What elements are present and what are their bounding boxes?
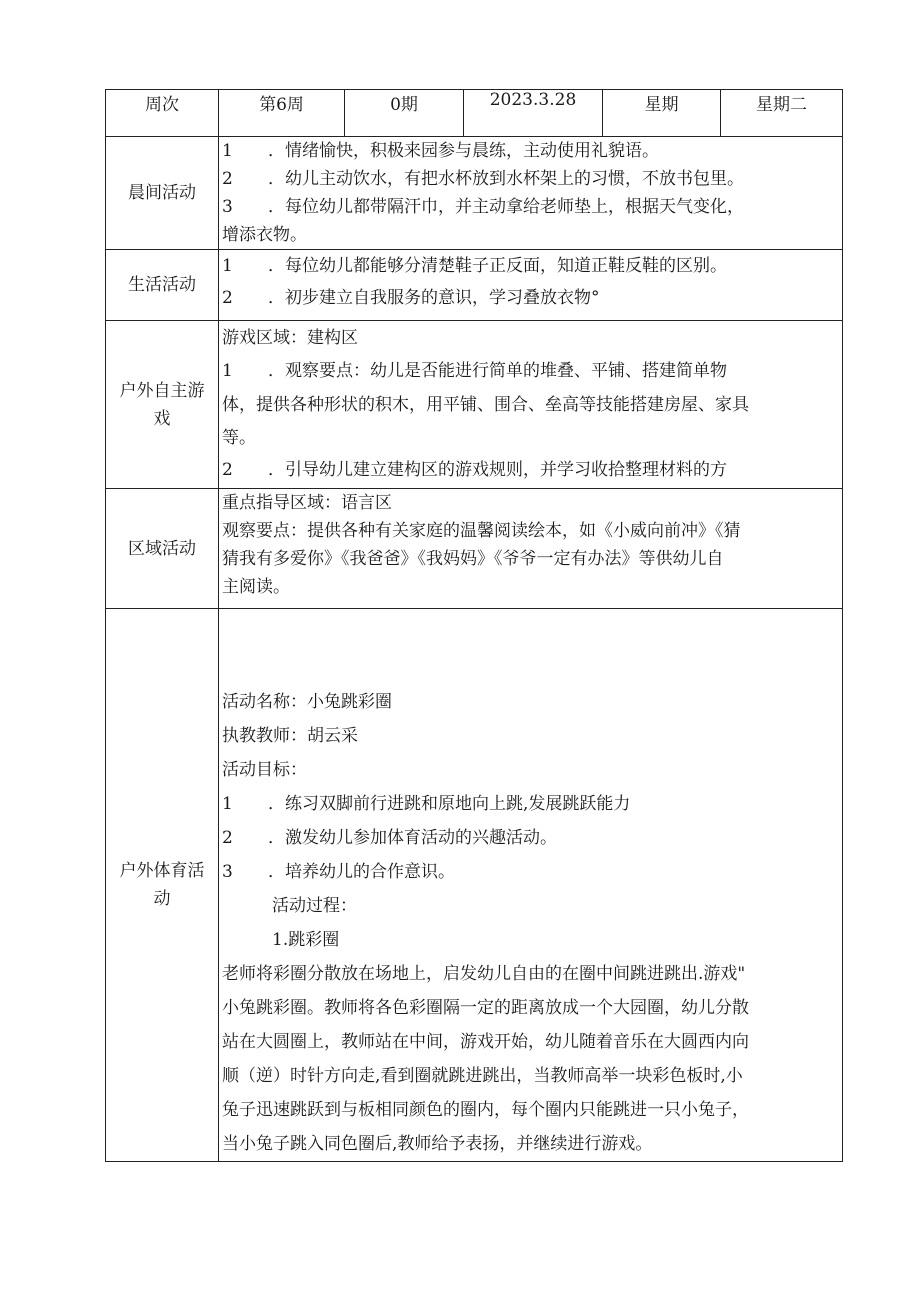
header-row [106,90,843,137]
pe-body-line-2: 小兔跳彩圈。教师将各色彩圈隔一定的距离放成一个大园圈，幼儿分散 [222,998,749,1018]
pe-goal-title: 活动目标： [222,760,307,780]
pe-body-line-6: 当小兔子跳入同色圈后,教师给予表扬，并继续进行游戏。 [222,1134,653,1154]
weekly-plan-table [105,89,843,1162]
weekday-label: 星期 [603,90,721,137]
outdoor-free-item-1-cont2: 等。 [222,428,256,448]
morning-item-3: 3 ．每位幼儿都带隔汗巾，并主动拿给老师垫上，根据天气变化， [222,197,744,217]
pe-label: 户外体育活 动 [106,609,219,1162]
pe-body-line-1: 老师将彩圈分散放在场地上，启发幼儿自由的在圈中间跳进跳出.游戏" [222,964,746,984]
outdoor-free-row [106,321,843,489]
area-activity-line-2: 观察要点：提供各种有关家庭的温馨阅读绘本，如《小威向前冲》《猜 [222,521,741,541]
morning-row [106,137,843,250]
weekday-value: 星期二 [721,90,843,137]
morning-item-2: 2 ．幼儿主动饮水，有把水杯放到水杯架上的习惯，不放书包里。 [222,169,744,189]
area-activity-line-4: 主阅读。 [222,577,290,597]
pe-body-line-4: 顺（逆）时针方向走,看到圈就跳进跳出，当教师高举一块彩色板时,小 [222,1066,743,1086]
outdoor-free-content [219,321,843,489]
outdoor-free-label: 户外自主游 戏 [106,321,219,489]
area-activity-line-3: 猜我有多爱你》《我爸爸》《我妈妈》《爷爷一定有办法》等供幼儿自 [222,549,724,569]
life-label: 生活活动 [106,250,219,321]
area-activity-label: 区域活动 [106,489,219,609]
pe-content [219,609,843,1162]
morning-item-3-cont: 增添衣物。 [222,225,307,245]
week-label: 周次 [106,90,219,137]
area-activity-row [106,489,843,609]
life-row [106,250,843,321]
morning-item-1: 1 ．情绪愉快，积极来园参与晨练，主动使用礼貌语。 [222,141,659,161]
outdoor-free-item-1-cont: 体，提供各种形状的积木，用平铺、围合、垒高等技能搭建房屋、家具 [222,395,749,415]
pe-body-line-5: 兔子迅速跳跃到与板相同颜色的圈内，每个圈内只能跳进一只小兔子， [222,1100,749,1120]
pe-body-line-3: 站在大圆圈上，教师站在中间，游戏开始，幼儿随着音乐在大圆西内向 [222,1032,749,1052]
pe-goal-1: 1 ．练习双脚前行进跳和原地向上跳,发展跳跃能力 [222,794,631,814]
period-value: 0期 [345,90,464,137]
outdoor-free-area: 游戏区域：建构区 [222,328,358,348]
pe-process-title: 活动过程： [272,896,357,916]
outdoor-free-item-2: 2 ．引导幼儿建立建构区的游戏规则，并学习收拾整理材料的方 [222,460,727,480]
area-activity-content [219,489,843,609]
outdoor-free-item-1: 1 ．观察要点：幼儿是否能进行简单的堆叠、平铺、搭建简单物 [222,361,727,381]
life-item-2: 2 ．初步建立自我服务的意识，学习叠放衣物° [222,288,600,308]
pe-goal-3: 3 ．培养幼儿的合作意识。 [222,862,455,882]
date-value: 2023.3.28 [464,90,603,137]
pe-row [106,609,843,1162]
morning-label: 晨间活动 [106,137,219,250]
life-item-1: 1 ．每位幼儿都能够分清楚鞋子正反面，知道正鞋反鞋的区别。 [222,256,727,276]
pe-goal-2: 2 ．激发幼儿参加体育活动的兴趣活动。 [222,828,557,848]
week-value: 第6周 [219,90,345,137]
pe-activity-name: 活动名称：小兔跳彩圈 [222,692,392,712]
life-content [219,250,843,321]
pe-teacher: 执教教师：胡云采 [222,726,358,746]
area-activity-line-1: 重点指导区域：语言区 [222,493,392,513]
pe-step-1: 1.跳彩圈 [272,930,340,950]
morning-content [219,137,843,250]
